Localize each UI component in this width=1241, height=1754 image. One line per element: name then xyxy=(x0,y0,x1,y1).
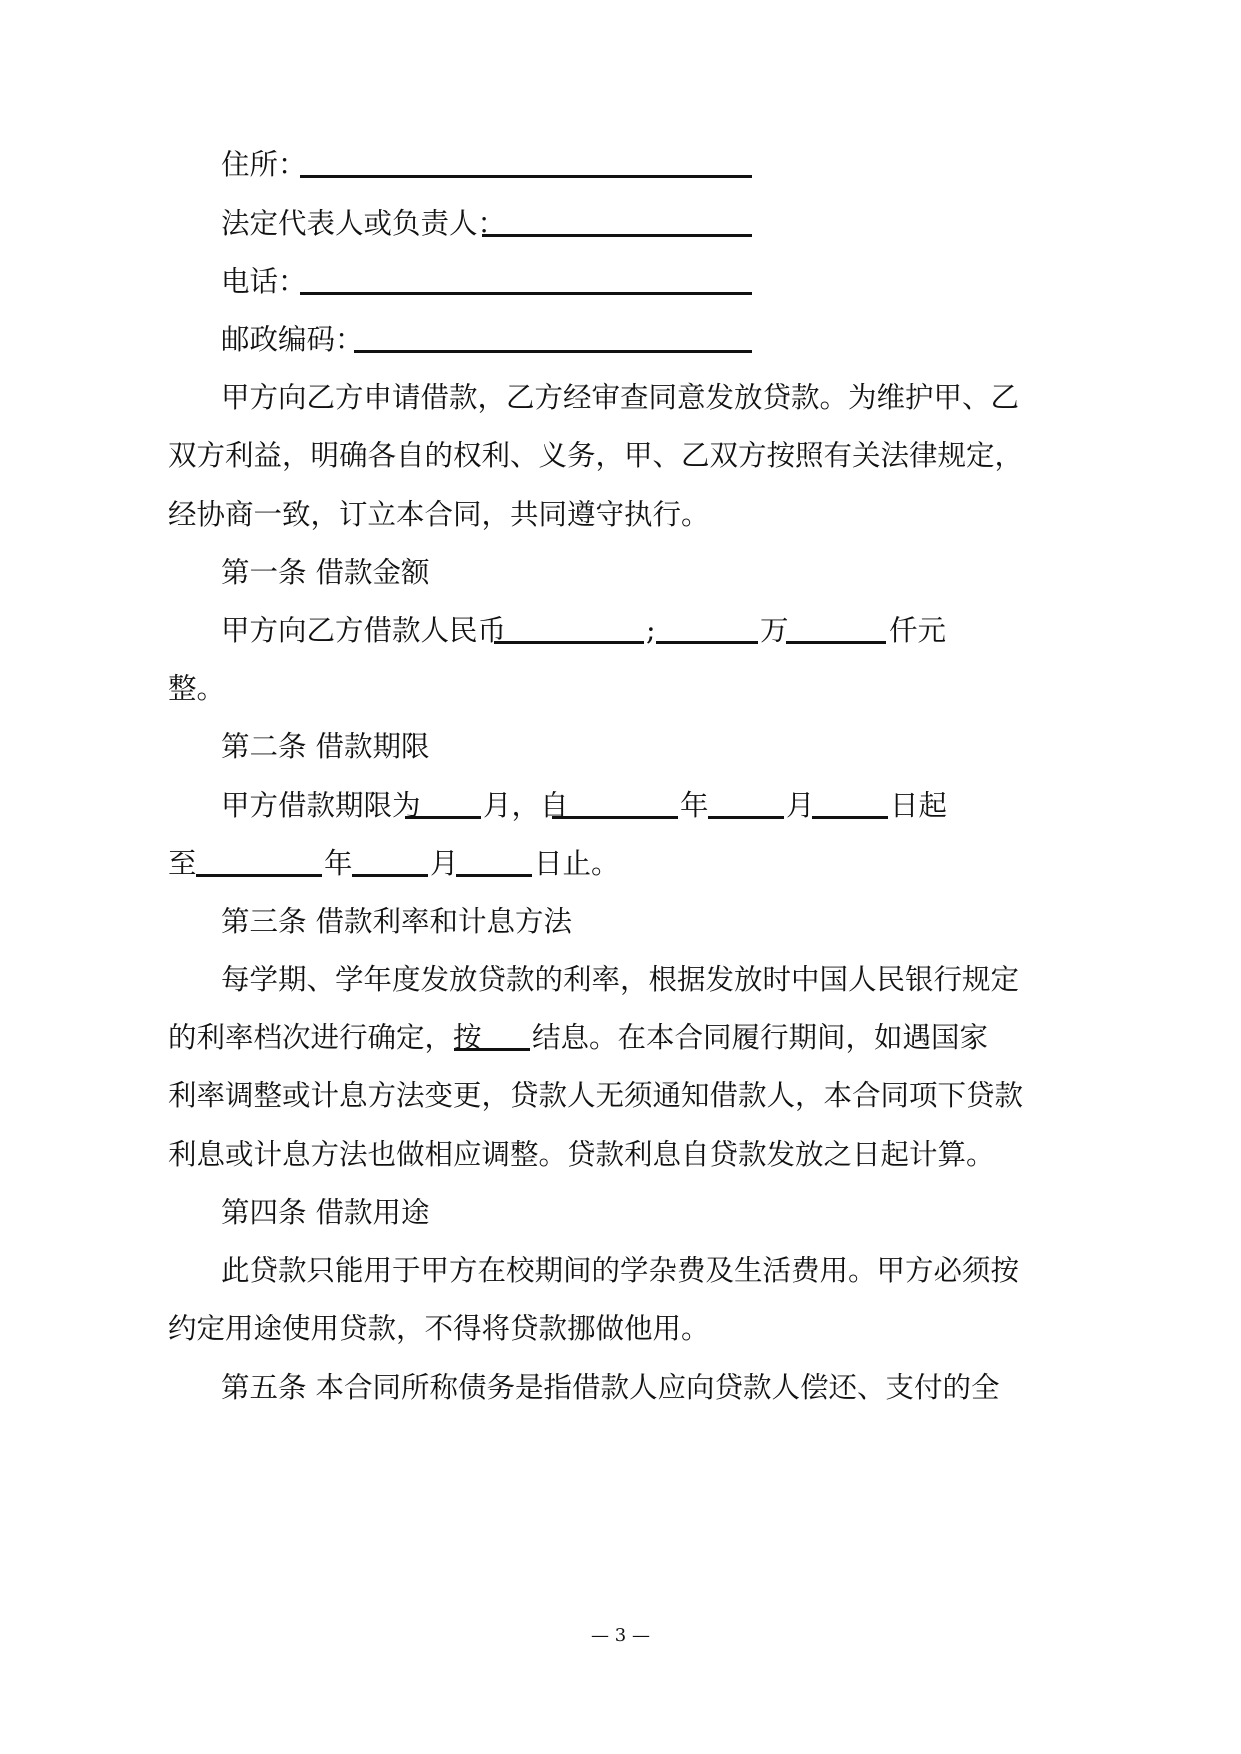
article-1-line-2 xyxy=(0,665,1241,713)
intro-line-2 xyxy=(0,432,1241,480)
intro-text-1: 甲方向乙方申请借款，乙方经审查同意发放贷款。为维护甲、乙 xyxy=(221,381,1020,414)
intro-text-2: 双方利益，明确各自的权利、义务，甲、乙双方按照有关法律规定， xyxy=(168,439,1024,472)
article-2-text-a: 甲方借款期限为 xyxy=(221,789,421,822)
legal-rep-blank[interactable] xyxy=(482,234,752,237)
start-month-blank[interactable] xyxy=(708,816,784,819)
end-month-blank[interactable] xyxy=(352,874,428,877)
end-day-blank[interactable] xyxy=(456,874,532,877)
article-4-title xyxy=(0,1189,1241,1237)
intro-line-3 xyxy=(0,491,1241,539)
article-2-title xyxy=(0,723,1241,771)
end-year-blank[interactable] xyxy=(196,874,322,877)
amount-blank[interactable] xyxy=(494,641,644,644)
article-3-text-4: 利息或计息方法也做相应调整。贷款利息自贷款发放之日起计算。 xyxy=(168,1138,995,1171)
postcode-blank[interactable] xyxy=(354,350,752,353)
article-3-title-text: 第三条 借款利率和计息方法 xyxy=(221,905,573,938)
article-3-text-3: 利率调整或计息方法变更，贷款人无须通知借款人，本合同项下贷款 xyxy=(168,1079,1024,1112)
article-3-line-4 xyxy=(0,1131,1241,1179)
field-postcode xyxy=(0,316,1241,364)
article-2-line-2 xyxy=(0,840,1241,888)
article-2-text-b: 月，自 xyxy=(483,789,569,822)
article-4-text-2: 约定用途使用贷款，不得将贷款挪做他用。 xyxy=(168,1312,710,1345)
article-3-title xyxy=(0,898,1241,946)
field-legal-rep xyxy=(0,200,1241,248)
article-2-text-c: 年 xyxy=(680,789,709,822)
article-2-text-d: 月 xyxy=(786,789,815,822)
article-1-text-a: 甲方向乙方借款人民币 xyxy=(221,614,507,647)
article-1-title xyxy=(0,549,1241,597)
article-4-text-1: 此贷款只能用于甲方在校期间的学杂费及生活费用。甲方必须按 xyxy=(221,1254,1020,1287)
page-number: — 3 — xyxy=(591,1625,650,1646)
article-2-line-1 xyxy=(0,782,1241,830)
field-address-label: 住所： xyxy=(221,148,307,181)
article-1-line-1 xyxy=(0,607,1241,655)
article-3-text-2a: 的利率档次进行确定，按 xyxy=(168,1021,482,1054)
field-address xyxy=(0,141,1241,189)
article-1-text-b: ; xyxy=(646,614,656,647)
intro-text-3: 经协商一致，订立本合同，共同遵守执行。 xyxy=(168,498,710,531)
intro-line-1 xyxy=(0,374,1241,422)
article-3-line-3 xyxy=(0,1072,1241,1120)
address-blank[interactable] xyxy=(300,175,752,178)
article-2-text-f: 至 xyxy=(168,847,197,880)
article-1-text-e: 整。 xyxy=(168,672,226,705)
start-year-blank[interactable] xyxy=(552,816,678,819)
amount-thousand-blank[interactable] xyxy=(786,641,886,644)
field-phone xyxy=(0,258,1241,306)
article-3-line-1 xyxy=(0,956,1241,1004)
article-3-text-2b: 结息。在本合同履行期间，如遇国家 xyxy=(532,1021,989,1054)
article-2-title-text: 第二条 借款期限 xyxy=(221,730,430,763)
article-2-text-g: 年 xyxy=(324,847,353,880)
article-3-text-1: 每学期、学年度发放贷款的利率，根据发放时中国人民银行规定 xyxy=(221,963,1020,996)
phone-blank[interactable] xyxy=(300,292,752,295)
article-1-text-c: 万 xyxy=(760,614,789,647)
article-2-text-i: 日止。 xyxy=(534,847,620,880)
article-1-text-d: 仟元 xyxy=(889,614,947,647)
field-legal-rep-label: 法定代表人或负责人： xyxy=(221,207,507,240)
amount-ten-thousand-blank[interactable] xyxy=(656,641,758,644)
article-4-line-1 xyxy=(0,1247,1241,1295)
field-phone-label: 电话： xyxy=(221,265,307,298)
article-4-title-text: 第四条 借款用途 xyxy=(221,1196,430,1229)
article-2-text-e: 日起 xyxy=(890,789,948,822)
article-5-line-1 xyxy=(0,1364,1241,1412)
article-2-text-h: 月 xyxy=(430,847,459,880)
article-1-title-text: 第一条 借款金额 xyxy=(221,556,430,589)
field-postcode-label: 邮政编码： xyxy=(221,323,364,356)
start-day-blank[interactable] xyxy=(812,816,888,819)
article-5-text-1: 第五条 本合同所称债务是指借款人应向贷款人偿还、支付的全 xyxy=(221,1371,1000,1404)
term-months-blank[interactable] xyxy=(405,816,481,819)
article-4-line-2 xyxy=(0,1305,1241,1353)
article-3-line-2 xyxy=(0,1014,1241,1062)
interest-settlement-blank[interactable] xyxy=(454,1048,530,1051)
